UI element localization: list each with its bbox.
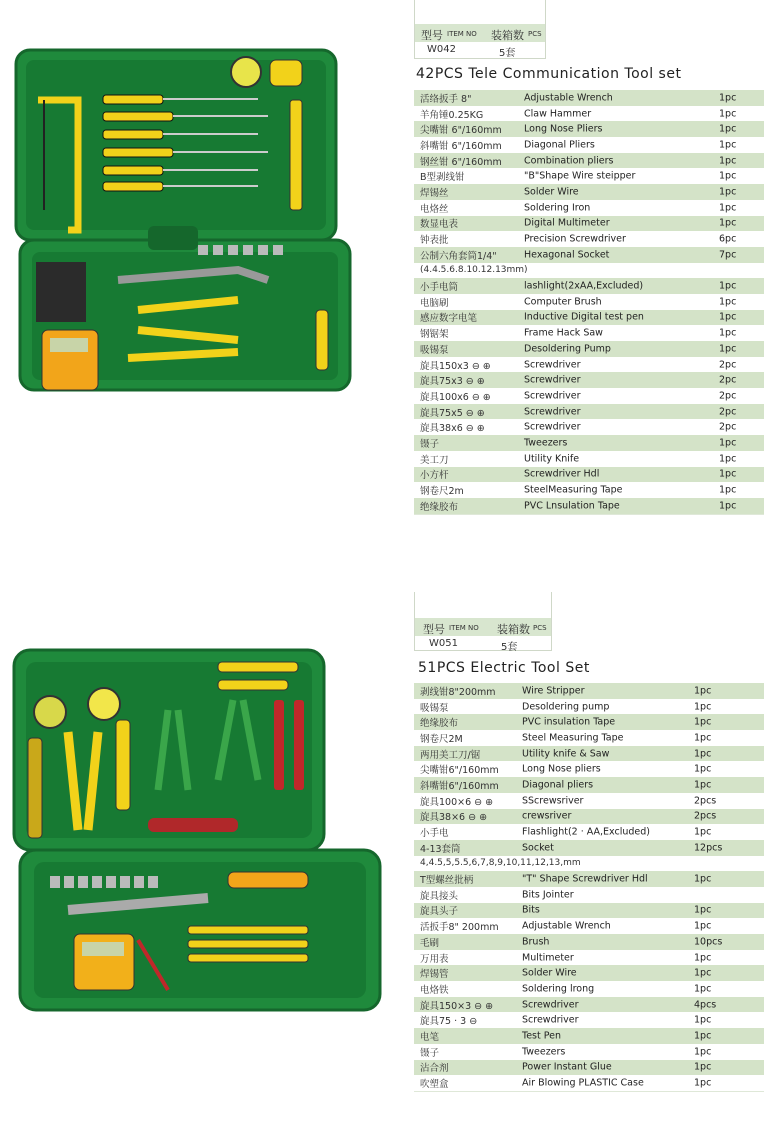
item-name-en: Socket [522,842,554,854]
pack-label-en: PCS [533,624,547,632]
item-name-zh: 镊子 [420,1047,440,1059]
table-row [414,310,764,326]
table-row [414,1028,764,1044]
item-quantity: 1pc [719,327,737,339]
item-name-en: Screwdriver [524,359,581,371]
item-quantity: 1pc [694,873,712,885]
item-quantity: 1pc [719,92,737,104]
item-name-zh: 旋具头子 [420,906,459,918]
item-name-en: crewsriver [522,810,572,822]
item-name-zh: 剥线钳8"200mm [420,686,496,698]
table-row [414,1060,764,1076]
item-quantity: 1pc [694,967,712,979]
item-name-en: Utility knife & Saw [522,748,610,760]
item-name-zh: 万用表 [420,953,449,965]
item-name-zh: 电烙铁 [420,984,449,996]
item-name-zh: 尖嘴钳 6"/160mm [420,125,502,137]
item-quantity: 1pc [719,484,737,496]
item-name-en: Diagonal Pliers [524,139,595,151]
table-row [414,683,764,699]
table-row [414,730,764,746]
table-row [414,714,764,730]
item-quantity: 1pc [694,716,712,728]
item-name-zh: 小方杆 [420,470,449,482]
item-name-en: Test Pen [522,1030,561,1042]
item-quantity: 1pc [719,437,737,449]
table-row [414,341,764,357]
table-row [414,357,764,373]
item-quantity: 2pc [719,374,737,386]
item-quantity: 2pc [719,359,737,371]
item-name-en: SScrewsriver [522,795,584,807]
item-name-zh: 旋具100x6 ⊖ ⊕ [420,391,491,403]
item-name-en: Desoldering pump [522,701,610,713]
model-label: 型号 [421,29,443,42]
item-name-zh: 钢卷尺2M [420,733,463,745]
model-label-en: ITEM NO [449,624,479,632]
item-quantity: 1pc [719,500,737,512]
size-note-row [414,263,764,279]
item-name-en: Diagonal pliers [522,779,594,791]
table-row [414,1012,764,1028]
item-name-en: "T" Shape Screwdriver Hdl [522,873,648,885]
item-name-en: Claw Hammer [524,108,592,120]
item-name-en: Bits [522,904,540,916]
item-quantity: 2pc [719,390,737,402]
item-quantity: 7pc [719,249,737,261]
item-name-zh: 吸锡泵 [420,344,449,356]
item-name-en: Brush [522,936,550,948]
set-title-1: 42PCS Tele Communication Tool set [416,66,682,82]
item-quantity: 1pc [694,779,712,791]
item-quantity: 10pcs [694,936,723,948]
item-quantity: 1pc [719,108,737,120]
table-row [414,247,764,263]
item-name-en: Inductive Digital test pen [524,311,644,323]
table-row [414,451,764,467]
item-name-en: Multimeter [522,952,574,964]
item-quantity: 1pc [694,1061,712,1073]
item-name-en: Screwdriver [524,421,581,433]
item-quantity: 12pcs [694,842,723,854]
item-quantity: 1pc [719,170,737,182]
model-label: 型号 [423,623,445,636]
item-name-zh: 焊锡丝 [420,187,449,199]
item-quantity: 1pc [694,763,712,775]
item-quantity: 1pc [719,139,737,151]
item-name-zh: 钟表批 [420,235,449,247]
item-table-1 [414,90,764,515]
item-name-en: Flashlight(2 · AA,Excluded) [522,826,650,838]
item-name-en: Solder Wire [524,186,579,198]
table-row [414,168,764,184]
table-row [414,824,764,840]
item-name-zh: 沾合剂 [420,1063,449,1075]
item-name-en: Steel Measuring Tape [522,732,624,744]
item-quantity: 1pc [719,280,737,292]
item-name-zh: 旋具75x3 ⊖ ⊕ [420,376,485,388]
table-row [414,840,764,856]
item-name-en: Soldering Iron [524,202,591,214]
table-row [414,981,764,997]
item-name-en: Desoldering Pump [524,343,611,355]
table-row [414,699,764,715]
item-name-en: "B"Shape Wire steipper [524,170,636,182]
item-name-zh: 镊子 [420,438,440,450]
table-row [414,746,764,762]
item-name-en: Screwdriver [522,1014,579,1026]
table-row [414,325,764,341]
item-quantity: 1pc [719,468,737,480]
item-name-en: PVC insulation Tape [522,716,616,728]
table-row [414,1075,764,1091]
item-name-zh: 旋具接头 [420,890,459,902]
table-row [414,467,764,483]
pack-label-en: PCS [528,30,542,38]
item-name-en: Screwdriver [524,374,581,386]
item-name-zh: 公制六角套筒1/4" [420,250,497,262]
table-row [414,121,764,137]
item-quantity: 1pc [694,701,712,713]
item-name-zh: 小手电筒 [420,282,459,294]
item-name-zh: 绝缘胶布 [420,718,459,730]
table-row [414,1044,764,1060]
item-name-en: Hexagonal Socket [524,249,610,261]
item-quantity: 1pc [694,952,712,964]
item-name-zh: 4,4.5,5,5.5,6,7,8,9,10,11,12,13,mm [420,858,581,869]
item-name-en: Long Nose pliers [522,763,601,775]
table-row [414,498,764,514]
table-row [414,903,764,919]
item-quantity: 1pc [719,453,737,465]
item-table-2 [414,683,764,1092]
item-quantity: 1pc [694,748,712,760]
item-name-en: Computer Brush [524,296,602,308]
item-name-en: Power Instant Glue [522,1061,612,1073]
item-quantity: 1pc [719,155,737,167]
table-row [414,761,764,777]
item-name-en: Screwdriver [524,390,581,402]
item-quantity: 1pc [694,1046,712,1058]
tool-case-photo-1 [8,40,358,400]
item-name-zh: 吸锡泵 [420,702,449,714]
model-number: W051 [429,638,458,649]
table-row [414,388,764,404]
item-name-zh: 小手电 [420,828,449,840]
item-name-zh: 绝缘胶布 [420,501,459,513]
item-name-zh: 旋具38×6 ⊖ ⊕ [420,812,488,824]
item-quantity: 1pc [719,217,737,229]
table-row [414,153,764,169]
table-row [414,106,764,122]
model-label-en: ITEM NO [447,30,477,38]
item-quantity: 1pc [719,202,737,214]
table-row [414,419,764,435]
item-quantity: 2pcs [694,795,717,807]
table-row [414,435,764,451]
item-name-en: Tweezers [524,437,568,449]
item-quantity: 1pc [694,920,712,932]
item-name-zh: 活络扳手 8" [420,93,472,105]
item-name-zh: 旋具75 · 3 ⊖ [420,1016,478,1028]
table-row [414,137,764,153]
item-name-en: Soldering lrong [522,983,595,995]
table-row [414,404,764,420]
table-row [414,793,764,809]
item-quantity: 1pc [719,186,737,198]
item-name-en: Screwdriver [522,999,579,1011]
set-title-2: 51PCS Electric Tool Set [418,660,590,676]
item-name-zh: 羊角锤0.25KG [420,109,484,121]
item-name-zh: 活扳手8" 200mm [420,922,499,934]
item-quantity: 1pc [719,311,737,323]
table-row [414,809,764,825]
item-name-en: Air Blowing PLASTIC Case [522,1077,644,1089]
pack-label: 装箱数 [491,29,524,42]
pack-label: 装箱数 [497,623,530,636]
table-row [414,278,764,294]
item-quantity: 1pc [719,296,737,308]
table-row [414,184,764,200]
item-name-zh: 两用美工刀/锯 [420,749,481,761]
item-name-zh: 焊锡管 [420,969,449,981]
item-header-1 [414,0,546,59]
item-name-en: Bits Jointer [522,889,574,901]
item-quantity: 2pc [719,421,737,433]
item-name-zh: (4.4.5.6.8.10.12.13mm) [420,265,528,276]
item-name-zh: 旋具150x3 ⊖ ⊕ [420,360,491,372]
item-name-zh: 吹塑盒 [420,1079,449,1091]
item-name-zh: 尖嘴钳6"/160mm [420,765,499,777]
table-row [414,918,764,934]
table-row [414,216,764,232]
item-quantity: 2pcs [694,810,717,822]
item-name-zh: 斜嘴钳 6"/160mm [420,140,502,152]
item-name-zh: 钢丝钳 6"/160mm [420,156,502,168]
tool-case-photo-2 [8,640,388,1020]
table-row [414,871,764,887]
item-name-en: Long Nose Pliers [524,123,603,135]
table-row [414,777,764,793]
item-name-en: lashlight(2xAA,Excluded) [524,280,644,292]
item-name-en: Screwdriver Hdl [524,468,600,480]
item-name-zh: 斜嘴钳6"/160mm [420,780,499,792]
item-name-zh: 电烙丝 [420,203,449,215]
table-row [414,90,764,106]
item-quantity: 1pc [694,732,712,744]
item-name-en: Adjustable Wrench [522,920,611,932]
table-row [414,950,764,966]
item-name-zh: 钢锯架 [420,329,449,341]
table-row [414,231,764,247]
item-quantity: 1pc [719,123,737,135]
item-name-zh: B型剥线钳 [420,172,465,184]
item-name-en: Adjustable Wrench [524,92,613,104]
item-name-en: Solder Wire [522,967,577,979]
item-name-zh: T型螺丝批柄 [420,875,474,887]
table-row [414,997,764,1013]
item-quantity: 1pc [694,685,712,697]
item-name-en: Digital Multimeter [524,217,610,229]
item-name-zh: 旋具150×3 ⊖ ⊕ [420,1000,494,1012]
item-quantity: 1pc [694,826,712,838]
table-row [414,372,764,388]
item-name-en: Wire Stripper [522,685,585,697]
item-name-zh: 毛刷 [420,937,440,949]
item-name-zh: 电脑刷 [420,297,449,309]
item-name-zh: 旋具38x6 ⊖ ⊕ [420,423,485,435]
item-name-en: Tweezers [522,1046,566,1058]
item-name-en: Precision Screwdriver [524,233,626,245]
item-name-en: SteelMeasuring Tape [524,484,623,496]
item-quantity: 1pc [694,1014,712,1026]
item-quantity: 2pc [719,406,737,418]
item-quantity: 1pc [694,904,712,916]
item-header-2 [414,592,552,651]
item-name-zh: 电笔 [420,1031,440,1043]
item-quantity: 1pc [694,1030,712,1042]
item-quantity: 1pc [694,983,712,995]
item-quantity: 1pc [694,1077,712,1089]
pack-quantity: 5套 [501,642,518,653]
table-row [414,294,764,310]
item-quantity: 6pc [719,233,737,245]
table-row [414,887,764,903]
table-row [414,965,764,981]
item-quantity: 1pc [719,343,737,355]
item-name-zh: 美工刀 [420,454,449,466]
item-name-en: Screwdriver [524,406,581,418]
table-row [414,200,764,216]
item-name-zh: 4-13套筒 [420,843,461,855]
item-name-zh: 旋具75x5 ⊖ ⊕ [420,407,485,419]
size-note-row [414,856,764,872]
item-name-zh: 旋具100×6 ⊖ ⊕ [420,796,494,808]
item-name-zh: 感应数字电笔 [420,313,478,325]
table-row [414,934,764,950]
item-name-en: Frame Hack Saw [524,327,603,339]
model-number: W042 [427,44,456,55]
item-name-en: Utility Knife [524,453,580,465]
item-name-en: PVC Lnsulation Tape [524,500,620,512]
table-row [414,482,764,498]
item-name-zh: 钢卷尺2m [420,486,464,498]
pack-quantity: 5套 [499,48,516,59]
item-name-en: Combination pliers [524,155,614,167]
item-name-zh: 数显电表 [420,219,459,231]
item-quantity: 4pcs [694,999,717,1011]
